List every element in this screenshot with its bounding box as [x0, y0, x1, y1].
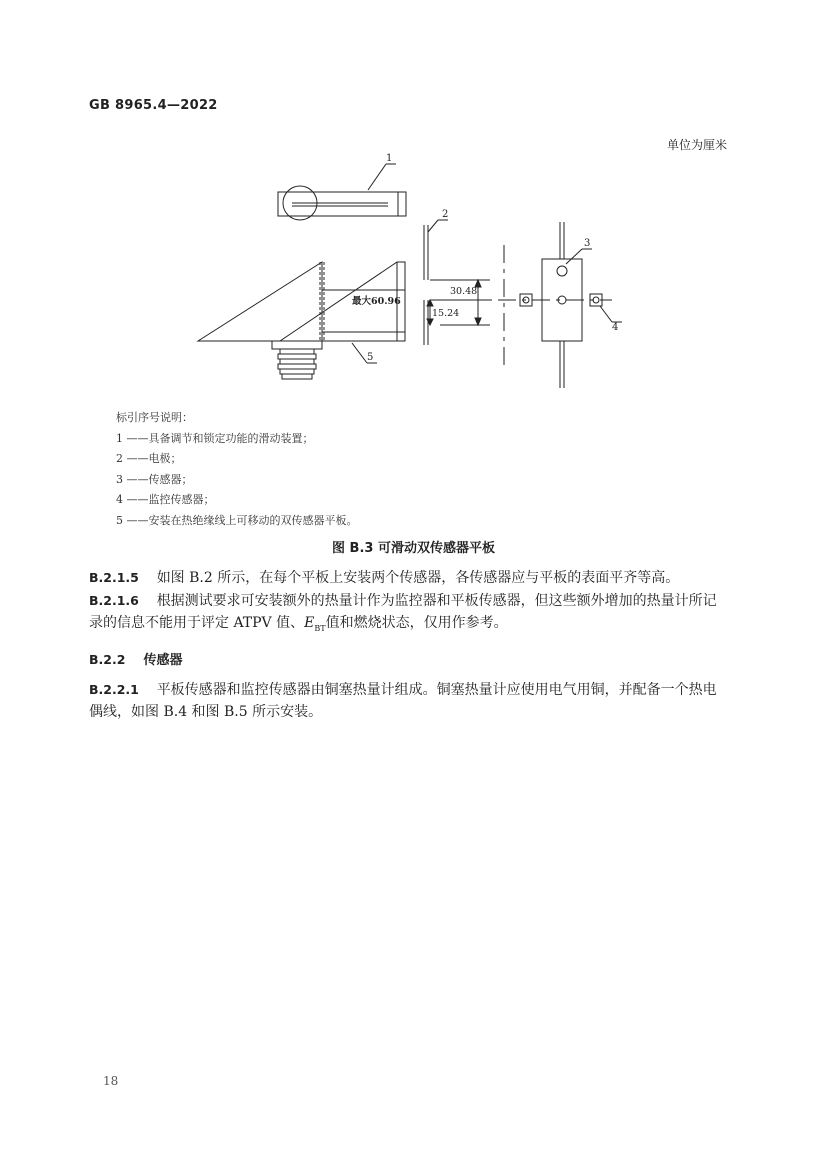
e-symbol: E — [304, 615, 315, 631]
paragraph-text: 根据测试要求可安装额外的热量计作为监控器和平板传感器，但这些额外增加的热量计所记录的信息不能用于评定 ATPV 值、 — [89, 593, 717, 631]
legend-item: 2 ——电极； — [116, 452, 182, 465]
paragraph-text: 平板传感器和监控传感器由铜塞热量计组成。铜塞热量计应使用电气用铜，并配备一个热电偶线，如图 B.4 和图 B.5 所示安装。 — [89, 682, 717, 720]
clause-number: B.2.1.6 — [89, 593, 139, 608]
figure-b3-diagram — [180, 150, 660, 395]
paragraph-b221 — [89, 679, 729, 723]
e-subscript: BT — [314, 623, 326, 633]
figure-caption: 图 B.3 可滑动双传感器平板 — [332, 541, 495, 556]
dim-d1-label: 30.48 — [450, 286, 478, 297]
insulated-support — [272, 341, 322, 379]
page-number: 18 — [103, 1074, 119, 1088]
clause-number: B.2.2.1 — [89, 682, 139, 697]
paragraph-text: 值和燃烧状态，仅用作参考。 — [325, 615, 508, 631]
section-title: 传感器 — [143, 653, 183, 668]
section-heading — [89, 649, 183, 668]
legend-item: 5 ——安装在热绝缘线上可移动的双传感器平板。 — [116, 513, 358, 527]
paragraph-b215 — [89, 567, 729, 589]
section-number: B.2.2 — [89, 652, 126, 667]
legend-item: 3 ——传感器； — [116, 472, 193, 486]
standard-code: GB 8965.4—2022 — [89, 98, 218, 113]
label-4: 4 — [612, 322, 619, 333]
centre-lines — [430, 245, 612, 365]
label-1: 1 — [386, 153, 393, 164]
sliding-device — [278, 186, 406, 220]
clause-number: B.2.1.5 — [89, 570, 139, 585]
paragraph-b216 — [89, 590, 729, 640]
dim-d2-label: 15.24 — [432, 308, 460, 319]
electrode — [424, 225, 428, 345]
label-5: 5 — [367, 352, 374, 363]
dim-max-label: 最大60.96 — [352, 296, 401, 307]
label-2: 2 — [442, 209, 449, 220]
unit-note: 单位为厘米 — [666, 138, 727, 152]
legend-item: 4 ——监控传感器； — [116, 493, 215, 506]
legend-title: 标引序号说明： — [116, 411, 193, 424]
label-3: 3 — [584, 238, 591, 249]
paragraph-text: 如图 B.2 所示，在每个平板上安装两个传感器，各传感器应与平板的表面平齐等高。 — [156, 570, 680, 586]
legend-item: 1 ——具备调节和锁定功能的滑动装置； — [116, 431, 314, 445]
figure-legend — [116, 408, 358, 531]
